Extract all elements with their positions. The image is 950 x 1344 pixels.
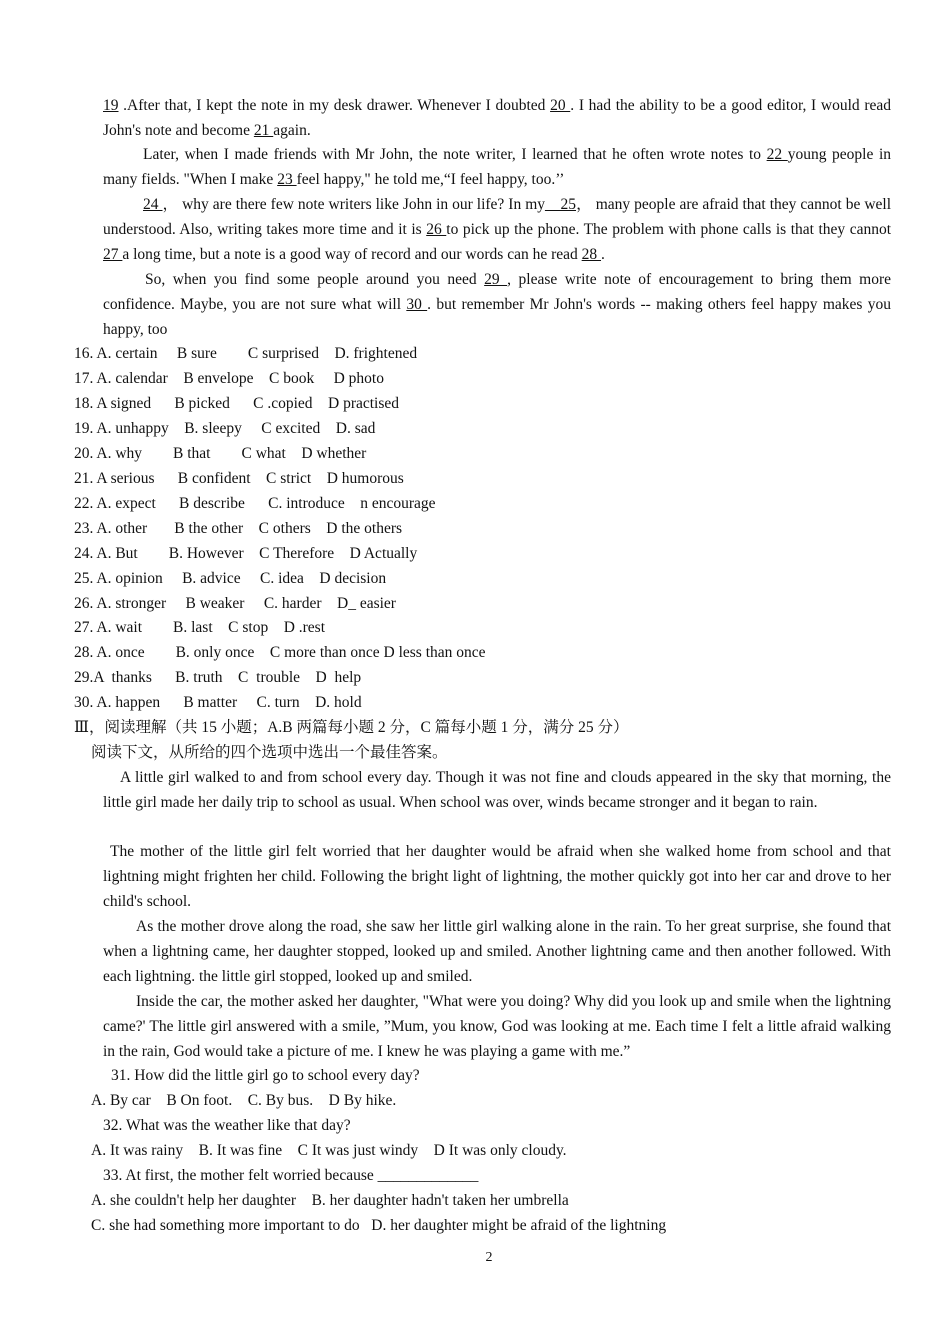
question-33: 33. At first, the mother felt worried because _____________ [103, 1167, 479, 1184]
blank-22: 22 [766, 146, 788, 163]
reading-paragraph-2: The mother of the little girl felt worried that her daughter would be afraid when she walked home from school and that lightning might frighten her child. Following the bright light of lightning, the mother quickly got into her car and drove to her child's school. [103, 843, 891, 910]
cloze-text: to pick up the phone. The problem with phone calls is that they cannot [446, 220, 892, 238]
cloze-text: young people in many fields. "When I make [103, 146, 892, 188]
question-33-options-1: A. she couldn't help her daughter B. her daughter hadn't taken her umbrella [91, 1192, 569, 1209]
blank-20: 20 [550, 97, 571, 114]
cloze-paragraph-3 [103, 193, 891, 268]
option-line-18: 18. A signed B picked C .copied D practised [74, 395, 400, 412]
option-line-25: 25. A. opinion B. advice C. idea D decision [74, 570, 387, 587]
option-line-17: 17. A. calendar B envelope C book D photo [74, 370, 384, 387]
cloze-text: feel happy," he told me,“I feel happy, too.’’ [296, 170, 565, 188]
blank-29: 29 [484, 271, 508, 288]
blank-19: 19 [103, 97, 119, 114]
question-31: 31. How did the little girl go to school every day? [111, 1067, 420, 1084]
blank-24: 24 [143, 196, 163, 213]
cloze-text: . [601, 245, 605, 263]
cloze-text: Later, when I made friends with Mr John, the note writer, I learned that he often wrote notes to [143, 146, 767, 163]
cloze-text: , please write note of encouragement to bring them more confidence. Maybe, you are not sure what will [103, 271, 892, 313]
reading-paragraph-1: A little girl walked to and from school every day. Though it was not fine and clouds appeared in the sky that morning, the little girl made her daily trip to school as usual. When school was over, winds became stronger and it began to rain. [103, 769, 891, 811]
cloze-text: . I had the ability to be a good editor, I would read John's note and become [103, 97, 892, 139]
cloze-text: So, when you find some people around you need [145, 271, 485, 288]
cloze-paragraph-1 [103, 94, 891, 144]
option-line-16: 16. A. certain B sure C surprised D. frightened [74, 345, 418, 362]
page-number: 2 [485, 1250, 493, 1265]
blank-27: 27 [103, 245, 123, 263]
section-heading: Ⅲ，阅读理解（共 15 小题；A.B 两篇每小题 2 分，C 篇每小题 1 分，满分 25 分） [74, 719, 629, 736]
option-line-22: 22. A. expect B describe C. introduce n encourage [74, 495, 436, 512]
option-line-23: 23. A. other B the other C others D the others [74, 520, 403, 537]
blank-26: 26 [426, 220, 447, 238]
blank-30: 30 [406, 295, 428, 313]
question-32-options: A. It was rainy B. It was fine C It was just windy D It was only cloudy. [91, 1142, 567, 1159]
option-line-21: 21. A serious B confident C strict D humorous [74, 470, 404, 487]
blank-25: __25 [545, 196, 577, 213]
blank-23: 23 [277, 170, 297, 188]
section-instruction: 阅读下文，从所给的四个选项中选出一个最佳答案。 [91, 744, 448, 761]
option-line-30: 30. A. happen B matter C. turn D. hold [74, 694, 362, 711]
cloze-paragraph-4 [103, 268, 891, 343]
option-line-26: 26. A. stronger B weaker C. harder D_ easier [74, 595, 396, 612]
option-line-29: 29.A thanks B. truth C trouble D help [74, 669, 362, 686]
reading-paragraph-4: Inside the car, the mother asked her daughter, "What were you doing? Why did you look up and smile when the lightning came?' The little girl answered with a smile, ”Mum, you know, God was looking at me. Each time I felt a little afraid walking in the rain, God would take a picture of me. I knew he was playing a game with me.” [103, 993, 891, 1060]
option-line-19: 19. A. unhappy B. sleepy C excited D. sad [74, 420, 376, 437]
cloze-paragraph-2 [103, 143, 891, 193]
option-line-27: 27. A. wait B. last C stop D .rest [74, 619, 326, 636]
question-32: 32. What was the weather like that day? [103, 1117, 351, 1134]
cloze-text: .After that, I kept the note in my desk drawer. Whenever I doubted [118, 97, 551, 114]
option-line-28: 28. A. once B. only once C more than once D less than once [74, 644, 486, 661]
question-33-options-2: C. she had something more important to do D. her daughter might be afraid of the lightning [91, 1217, 667, 1234]
cloze-text: a long time, but a note is a good way of record and our words can he read [122, 245, 582, 263]
blank-28: 28 [581, 245, 602, 263]
reading-paragraph-3: As the mother drove along the road, she saw her little girl walking alone in the rain. To her great surprise, she found that when a lightning came, her daughter stopped, looked up and smiled. Another lightning came and then another followed. With each lightning. the little girl stopped, looked up and smiled. [103, 918, 891, 985]
cloze-text: ， why are there few note writers like John in our life? In my [162, 196, 546, 213]
cloze-text: ， many people are afraid that they cannot be well understood. Also, writing takes more time and it is [103, 196, 892, 238]
cloze-text: again. [273, 121, 311, 139]
option-line-20: 20. A. why B that C what D whether [74, 445, 367, 462]
blank-21: 21 [253, 121, 274, 139]
cloze-text: . but remember Mr John's words -- making others feel happy makes you happy, too [103, 295, 892, 338]
option-line-24: 24. A. But B. However C Therefore D Actually [74, 545, 418, 562]
question-31-options: A. By car B On foot. C. By bus. D By hike. [91, 1092, 397, 1109]
